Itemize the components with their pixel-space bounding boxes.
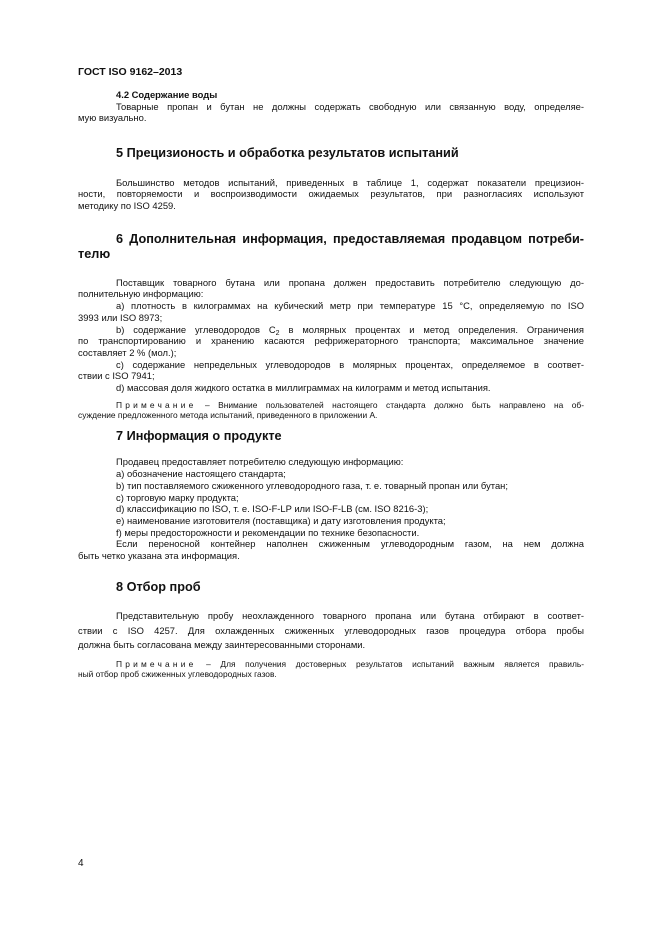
list-item-7: e) наименование изготовителя (поставщика) и дату изготовления продукта; <box>116 514 446 526</box>
list-7 <box>78 468 584 538</box>
paragraph-line: ствии с ISO 7941; <box>78 370 155 382</box>
list-item-7: f) меры предосторожности и рекомендации по технике безопасности. <box>116 526 420 538</box>
list-item-7: c) торговую марку продукта; <box>116 491 239 503</box>
paragraph-line: Поставщик товарного бутана или пропана должен предоставить потребителю следующую до- <box>116 276 584 288</box>
note-line <box>78 400 584 411</box>
paragraph-7-intro: Продавец предоставляет потребителю следующую информацию: <box>116 456 404 468</box>
paragraph-line: полнительную информацию: <box>78 288 204 300</box>
paragraph-line: c) содержание непредельных углеводородов в молярных процентах, определяемое в соответ- <box>116 358 584 370</box>
paragraph-line: по транспортированию и хранению касаются рефрижераторного транспорта; максимальное значение <box>78 335 584 347</box>
paragraph-8 <box>78 609 584 653</box>
section-heading-7: 7 Информация о продукте <box>116 428 282 443</box>
subsection-title-4-2: 4.2 Содержание воды <box>116 89 218 100</box>
paragraph-line: Представительную пробу неохлажденного товарного пропана или бутана отбирают в соответ- <box>116 610 584 622</box>
list-item-7: a) обозначение настоящего стандарта; <box>116 468 286 480</box>
document-body <box>78 89 584 680</box>
list-item-7: d) классификацию по ISO, т. е. ISO-F-LP или ISO-F-LB (см. ISO 8216-3); <box>116 503 429 515</box>
note-line: ный отбор проб сжиженных углеводородных газов. <box>78 669 277 680</box>
note-label: Примечание <box>116 399 197 410</box>
heading-line: телю <box>78 247 111 262</box>
paragraph-line: Товарные пропан и бутан не должны содержать свободную или связанную воду, определяе- <box>116 100 584 112</box>
paragraph-line: ствии с ISO 4257. Для охлажденных сжиженных углеводородных газов процедура отбора пробы <box>78 624 584 636</box>
note-8 <box>78 659 584 680</box>
text-run: b) содержание углеводородов С <box>116 323 276 335</box>
list-item-6-b <box>78 324 584 359</box>
note-line: суждение предложенного метода испытаний, приведенного в приложении А. <box>78 410 378 421</box>
paragraph-line: Большинство методов испытаний, приведенных в таблице 1, содержат показатели прецизион- <box>116 176 584 188</box>
paragraph-line: составляет 2 % (мол.); <box>78 346 177 358</box>
paragraph-line: должна быть согласована между заинтересованными сторонами. <box>78 639 366 651</box>
note-line <box>78 659 584 670</box>
paragraph-6-intro <box>78 277 584 300</box>
note-text: – Для получения достоверных результатов испытаний важным является правиль- <box>196 658 584 669</box>
paragraph-5 <box>78 177 584 212</box>
list-item-6-a <box>78 300 584 323</box>
text-run: в молярных процентах и метод определения. Ограничения <box>279 323 584 335</box>
page-number: 4 <box>78 858 84 869</box>
paragraph-line: быть четко указана эта информация. <box>78 550 240 562</box>
paragraph-7-tail <box>78 538 584 561</box>
paragraph-line: мую визуально. <box>78 112 147 124</box>
paragraph-line: методику по ISO 4259. <box>78 200 176 212</box>
heading-line: 6 Дополнительная информация, предоставляемая продавцом потреби- <box>116 231 584 246</box>
note-6 <box>78 400 584 421</box>
paragraph-line: 3993 или ISO 8973; <box>78 311 163 323</box>
section-heading-5: 5 Прецизионость и обработка результатов испытаний <box>116 146 459 161</box>
note-label: Примечание <box>116 658 197 669</box>
paragraph-line: a) плотность в килограммах на кубический метр при температуре 15 °C, определяемую по ISO <box>116 300 584 312</box>
document-header-code: ГОСТ ISO 9162–2013 <box>78 66 183 78</box>
paragraph-line: Если переносной контейнер наполнен сжиженным углеводородным газом, на нем должна <box>116 538 584 550</box>
paragraph-line <box>78 324 584 336</box>
list-item-7: b) тип поставляемого сжиженного углеводородного газа, т. е. товарный пропан или бутан; <box>116 479 508 491</box>
paragraph-line: ности, повторяемости и воспроизводимости ожидаемых результатов, при разногласиях используют <box>78 188 584 200</box>
paragraph-4-2 <box>78 101 584 124</box>
section-heading-8: 8 Отбор проб <box>116 579 201 594</box>
list-item-6-c <box>78 359 584 382</box>
subscript: 2 <box>275 329 280 337</box>
note-text: – Внимание пользователей настоящего стандарта должно быть направлено на об- <box>196 399 584 410</box>
section-heading-6 <box>78 232 584 263</box>
list-item-6-d: d) массовая доля жидкого остатка в миллиграммах на килограмм и метод испытания. <box>116 382 491 394</box>
